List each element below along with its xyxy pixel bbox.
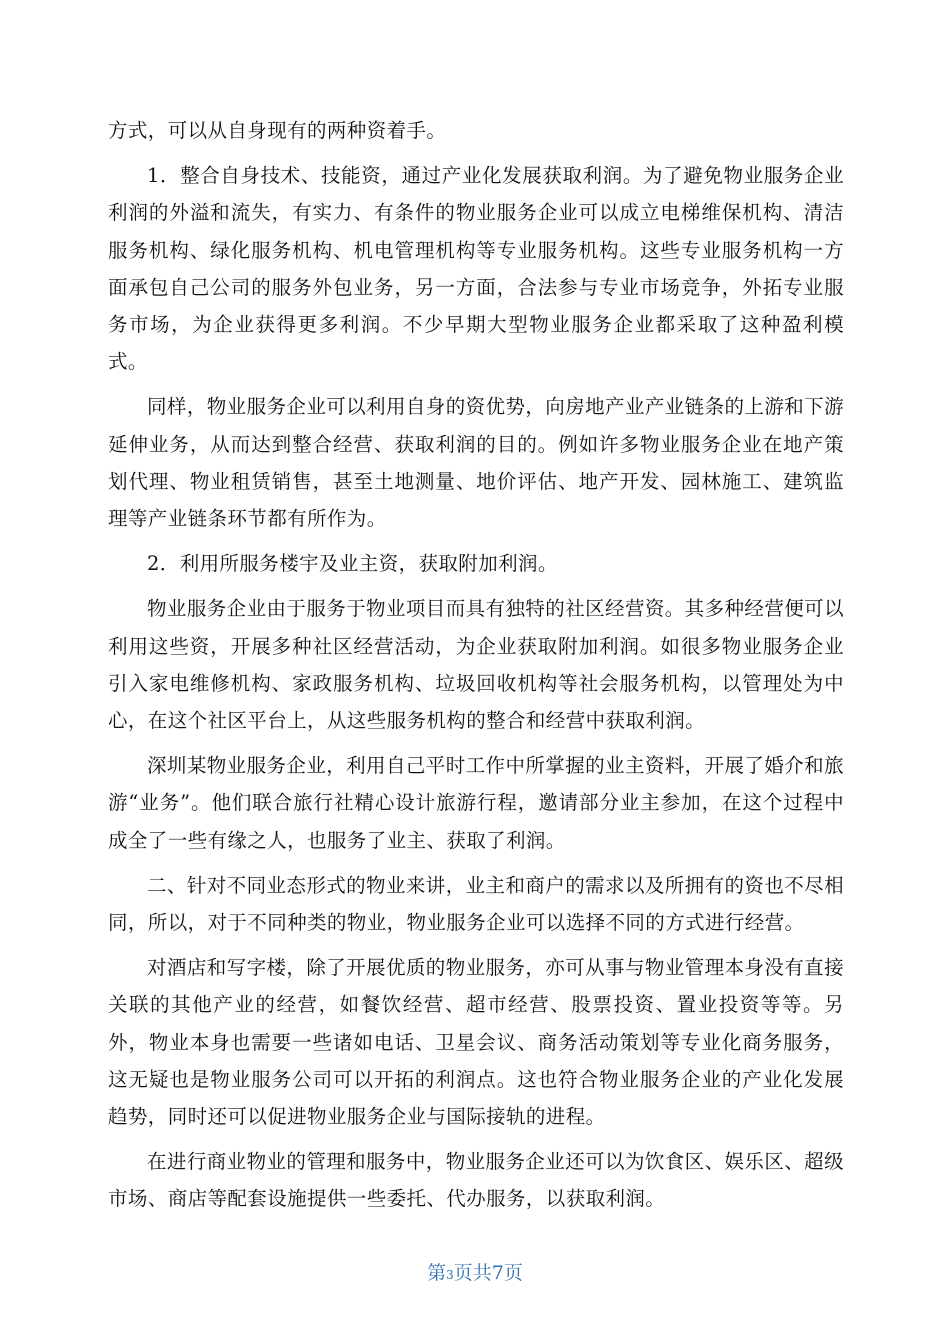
footer-page-number: 3: [446, 1268, 454, 1282]
paragraph-5: 深圳某物业服务企业，利用自己平时工作中所掌握的业主资料，开展了婚介和旅游“业务”。他们联合旅行社精心设计旅游行程，邀请部分业主参加，在这个过程中成全了一些有缘之人，也服务了业主、获取了利润。: [108, 754, 844, 852]
footer-total-pages: 7: [491, 1262, 504, 1284]
page-footer: [0, 1258, 950, 1285]
paragraph-6: 二、针对不同业态形式的物业来讲，业主和商户的需求以及所拥有的资也不尽相同，所以，对于不同种类的物业，物业服务企业可以选择不同的方式进行经营。: [108, 873, 844, 935]
paragraph-1: 1．整合自身技术、技能资，通过产业化发展获取利润。为了避免物业服务企业利润的外溢和流失，有实力、有条件的物业服务企业可以成立电梯维保机构、清洁服务机构、绿化服务机构、机电管理机构等专业服务机构。这些专业服务机构一方面承包自己公司的服务外包业务，另一方面，合法参与专业市场竞争，外拓专业服务市场，为企业获得更多利润。不少早期大型物业服务企业都采取了这种盈利模式。: [108, 164, 844, 374]
paragraph-2: 同样，物业服务企业可以利用自身的资优势，向房地产业产业链条的上游和下游延伸业务，从而达到整合经营、获取利润的目的。例如许多物业服务企业在地产策划代理、物业租赁销售，甚至土地测量、地价评估、地产开发、园林施工、建筑监理等产业链条环节都有所作为。: [108, 395, 844, 531]
footer-middle: 页共: [453, 1262, 492, 1284]
paragraph-continuation: 方式，可以从自身现有的两种资着手。: [108, 119, 447, 142]
footer-suffix: 页: [503, 1262, 523, 1284]
paragraph-8: 在进行商业物业的管理和服务中，物业服务企业还可以为饮食区、娱乐区、超级市场、商店等配套设施提供一些委托、代办服务，以获取利润。: [108, 1150, 844, 1211]
paragraph-3: 2．利用所服务楼宇及业主资，获取附加利润。: [147, 552, 558, 576]
document-body: [108, 112, 844, 1226]
paragraph-4: 物业服务企业由于服务于物业项目而具有独特的社区经营资。其多种经营便可以利用这些资，开展多种社区经营活动，为企业获取附加利润。如很多物业服务企业引入家电维修机构、家政服务机构、垃圾回收机构等社会服务机构，以管理处为中心，在这个社区平台上，从这些服务机构的整合和经营中获取利润。: [108, 597, 844, 733]
footer-prefix: 第: [427, 1262, 447, 1284]
paragraph-7: 对酒店和写字楼，除了开展优质的物业服务，亦可从事与物业管理本身没有直接关联的其他产业的经营，如餐饮经营、超市经营、股票投资、置业投资等等。另外，物业本身也需要一些诸如电话、卫星会议、商务活动策划等专业化商务服务，这无疑也是物业服务公司可以开拓的利润点。这也符合物业服务企业的产业化发展趋势，同时还可以促进物业服务企业与国际接轨的进程。: [108, 956, 844, 1129]
